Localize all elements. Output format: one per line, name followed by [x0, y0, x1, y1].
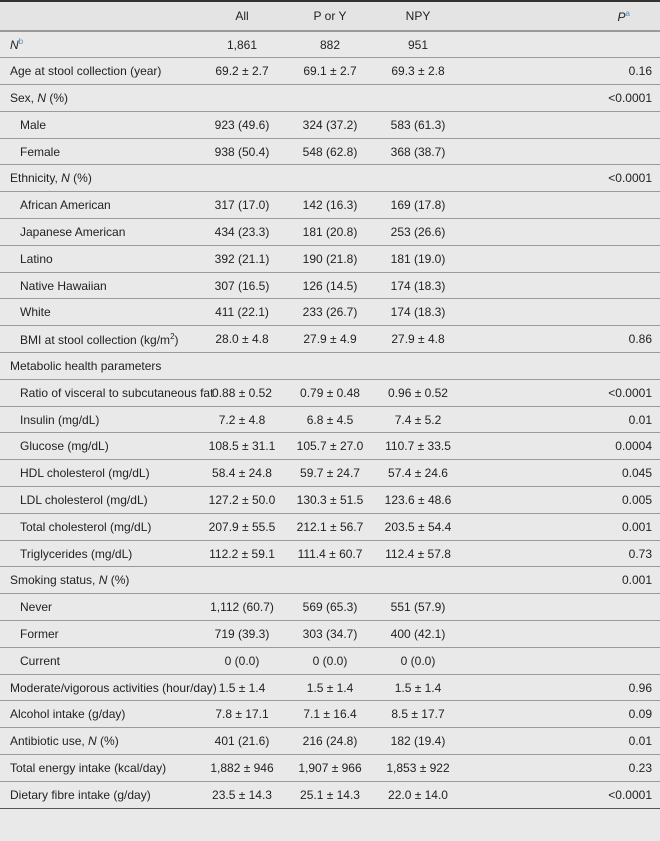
value-p-or-y: 882 — [319, 37, 341, 52]
table-row — [0, 165, 660, 192]
value-all: 1.5 ± 1.4 — [218, 680, 266, 695]
value-all: 7.2 ± 4.8 — [218, 412, 266, 427]
table-row — [0, 701, 660, 728]
value-p-or-y: 181 (20.8) — [302, 224, 358, 239]
p-value: 0.01 — [628, 734, 652, 749]
header-npy: NPY — [405, 9, 431, 23]
value-all: 127.2 ± 50.0 — [208, 492, 276, 507]
row-label: Moderate/vigorous activities (hour/day) — [10, 680, 217, 695]
p-value: 0.045 — [621, 466, 652, 481]
p-value — [462, 299, 660, 326]
header-p-value: P$^a$ — [617, 8, 630, 24]
p-value — [462, 647, 660, 674]
value-all: 392 (21.1) — [214, 251, 270, 266]
value-all: 401 (21.6) — [214, 734, 270, 749]
value-npy: 253 (26.6) — [390, 224, 446, 239]
table-row — [0, 728, 660, 755]
value-all — [198, 567, 286, 594]
row-label: Smoking status, N (%) — [10, 573, 130, 588]
row-label: Current — [20, 653, 61, 668]
header-p-or-y: P or Y — [313, 9, 347, 23]
value-all: 307 (16.5) — [214, 278, 270, 293]
row-label: BMI at stool collection $(kg/m^2)$ — [20, 331, 179, 347]
value-p-or-y: 59.7 ± 24.7 — [300, 466, 360, 481]
value-npy — [374, 567, 462, 594]
row-label: HDL cholesterol (mg/dL) — [20, 466, 150, 481]
table-row — [0, 433, 660, 460]
value-npy: 583 (61.3) — [390, 117, 446, 132]
table-row — [0, 755, 660, 782]
p-value: <0.0001 — [608, 171, 652, 186]
value-p-or-y: 142 (16.3) — [302, 198, 358, 213]
value-npy: 112.4 ± 57.8 — [385, 546, 451, 561]
p-value: 0.0004 — [615, 439, 652, 454]
value-npy: 181 (19.0) — [390, 251, 446, 266]
value-npy: 110.7 ± 33.5 — [385, 439, 451, 454]
value-p-or-y: 126 (14.5) — [302, 278, 358, 293]
p-value: 0.01 — [628, 412, 652, 427]
value-npy: 0.96 ± 0.52 — [388, 385, 448, 400]
value-p-or-y: 569 (65.3) — [302, 600, 358, 615]
value-p-or-y: 7.1 ± 16.4 — [303, 707, 357, 722]
p-value — [462, 192, 660, 219]
row-label: LDL cholesterol (mg/dL) — [20, 492, 148, 507]
row-label: Native Hawaiian — [20, 278, 107, 293]
row-label: Never — [20, 600, 53, 615]
row-label: Triglycerides (mg/dL) — [20, 546, 133, 561]
value-p-or-y — [286, 353, 374, 380]
table-header-row — [0, 1, 660, 31]
row-label: Metabolic health parameters — [10, 358, 162, 373]
value-npy: 203.5 ± 54.4 — [384, 519, 452, 534]
value-npy: 69.3 ± 2.8 — [391, 64, 445, 79]
value-all: 434 (23.3) — [214, 224, 270, 239]
table-row — [0, 353, 660, 380]
row-label: Total energy intake (kcal/day) — [10, 760, 167, 775]
table-row — [0, 138, 660, 165]
value-all: 411 (22.1) — [215, 305, 269, 320]
p-value — [462, 594, 660, 621]
row-label: Age at stool collection (year) — [10, 64, 162, 79]
table-row — [0, 594, 660, 621]
p-value: 0.96 — [628, 680, 652, 695]
value-npy: 0 (0.0) — [400, 653, 436, 668]
value-npy: 182 (19.4) — [390, 734, 446, 749]
value-p-or-y — [286, 165, 374, 192]
value-npy: 8.5 ± 17.7 — [391, 707, 445, 722]
value-npy: 174 (18.3) — [390, 278, 446, 293]
table-row — [0, 219, 660, 246]
table-row — [0, 111, 660, 138]
p-value — [462, 621, 660, 648]
table-row — [0, 781, 660, 808]
value-all: 1,112 (60.7) — [210, 600, 274, 615]
value-p-or-y: 190 (21.8) — [302, 251, 358, 266]
value-npy: 174 (18.3) — [390, 305, 446, 320]
row-label: Dietary fibre intake (g/day) — [10, 787, 151, 802]
row-label: African American — [20, 198, 111, 213]
value-npy: 951 — [407, 37, 429, 52]
row-label: Japanese American — [20, 224, 126, 239]
value-npy — [374, 353, 462, 380]
p-value — [462, 138, 660, 165]
row-label: Antibiotic use, N (%) — [10, 734, 119, 749]
p-value: <0.0001 — [608, 385, 652, 400]
value-p-or-y: 233 (26.7) — [302, 305, 358, 320]
value-all: 317 (17.0) — [214, 198, 270, 213]
value-p-or-y: 1.5 ± 1.4 — [306, 680, 354, 695]
table-row — [0, 513, 660, 540]
row-label: Alcohol intake (g/day) — [10, 707, 126, 722]
p-value: 0.001 — [621, 519, 652, 534]
value-p-or-y: 0.79 ± 0.48 — [300, 385, 360, 400]
p-value: 0.09 — [628, 707, 652, 722]
table-row — [0, 487, 660, 514]
row-label: Total cholesterol (mg/dL) — [20, 519, 152, 534]
value-all: 0.88 ± 0.52 — [212, 385, 272, 400]
value-p-or-y: 105.7 ± 27.0 — [296, 439, 364, 454]
value-all — [198, 353, 286, 380]
p-value — [462, 353, 660, 380]
value-all: 58.4 ± 24.8 — [212, 466, 272, 481]
table-row — [0, 647, 660, 674]
row-label: Female — [20, 144, 61, 159]
table-row — [0, 674, 660, 701]
value-npy: 22.0 ± 14.0 — [388, 787, 448, 802]
value-all: 207.9 ± 55.5 — [208, 519, 276, 534]
p-value — [462, 31, 660, 58]
value-all: 7.8 ± 17.1 — [215, 707, 269, 722]
value-npy: 27.9 ± 4.8 — [391, 332, 445, 347]
row-label: White — [20, 305, 51, 320]
value-npy — [374, 165, 462, 192]
value-all — [198, 85, 286, 112]
value-npy: 400 (42.1) — [390, 626, 446, 641]
value-p-or-y — [286, 567, 374, 594]
value-all: 69.2 ± 2.7 — [215, 64, 269, 79]
table-row — [0, 245, 660, 272]
table-row — [0, 299, 660, 326]
value-npy: 1.5 ± 1.4 — [394, 680, 442, 695]
p-value: <0.0001 — [608, 90, 652, 105]
p-value — [462, 245, 660, 272]
value-all: 112.2 ± 59.1 — [209, 546, 275, 561]
p-value: 0.86 — [628, 332, 652, 347]
value-npy: 123.6 ± 48.6 — [384, 492, 452, 507]
row-label: N$^b$ — [10, 37, 24, 53]
table-row — [0, 567, 660, 594]
row-label: Insulin (mg/dL) — [20, 412, 100, 427]
p-value: 0.16 — [628, 64, 652, 79]
row-label: Glucose (mg/dL) — [20, 439, 109, 454]
value-npy: 169 (17.8) — [390, 198, 446, 213]
value-p-or-y: 324 (37.2) — [302, 117, 358, 132]
row-label: Latino — [20, 251, 53, 266]
value-p-or-y: 0 (0.0) — [312, 653, 348, 668]
header-label — [0, 1, 198, 31]
p-value — [462, 219, 660, 246]
value-p-or-y — [286, 85, 374, 112]
value-npy: 7.4 ± 5.2 — [394, 412, 442, 427]
row-label: Former — [20, 626, 59, 641]
p-value — [462, 111, 660, 138]
value-p-or-y: 6.8 ± 4.5 — [306, 412, 354, 427]
value-all: 719 (39.3) — [214, 626, 270, 641]
value-all: 938 (50.4) — [214, 144, 270, 159]
value-npy: 368 (38.7) — [390, 144, 446, 159]
p-value: 0.73 — [628, 546, 652, 561]
p-value: 0.005 — [621, 492, 652, 507]
p-value: 0.23 — [628, 760, 652, 775]
value-p-or-y: 548 (62.8) — [302, 144, 358, 159]
value-p-or-y: 130.3 ± 51.5 — [296, 492, 364, 507]
value-npy: 57.4 ± 24.6 — [388, 466, 448, 481]
value-npy: 1,853 ± 922 — [386, 760, 450, 775]
value-all — [198, 165, 286, 192]
value-p-or-y: 27.9 ± 4.9 — [303, 332, 357, 347]
value-p-or-y: 1,907 ± 966 — [298, 760, 362, 775]
value-p-or-y: 69.1 ± 2.7 — [303, 64, 357, 79]
table-row — [0, 58, 660, 85]
row-label: Ratio of visceral to subcutaneous fat — [20, 385, 214, 400]
footnote-marker: a — [625, 8, 630, 18]
value-p-or-y: 216 (24.8) — [302, 734, 358, 749]
table-row — [0, 31, 660, 58]
value-p-or-y: 25.1 ± 14.3 — [300, 787, 360, 802]
row-label: Sex, N (%) — [10, 90, 69, 105]
table-row — [0, 272, 660, 299]
value-all: 1,882 ± 946 — [210, 760, 274, 775]
table-row — [0, 621, 660, 648]
header-all: All — [235, 9, 249, 23]
table-row — [0, 85, 660, 112]
table-row — [0, 406, 660, 433]
value-all: 108.5 ± 31.1 — [208, 439, 276, 454]
table-row — [0, 326, 660, 353]
value-all: 923 (49.6) — [214, 117, 270, 132]
table-row — [0, 192, 660, 219]
p-value: <0.0001 — [608, 787, 652, 802]
p-value — [462, 272, 660, 299]
value-npy: 551 (57.9) — [390, 600, 446, 615]
value-all: 28.0 ± 4.8 — [215, 332, 269, 347]
value-npy — [374, 85, 462, 112]
value-p-or-y: 111.4 ± 60.7 — [297, 546, 363, 561]
value-all: 23.5 ± 14.3 — [212, 787, 272, 802]
p-value: 0.001 — [621, 573, 652, 588]
row-label: Ethnicity, N (%) — [10, 171, 92, 186]
table-row — [0, 540, 660, 567]
table-row — [0, 379, 660, 406]
value-p-or-y: 303 (34.7) — [302, 626, 358, 641]
value-all: 0 (0.0) — [224, 653, 260, 668]
value-p-or-y: 212.1 ± 56.7 — [296, 519, 364, 534]
table-row — [0, 460, 660, 487]
row-label: Male — [20, 117, 47, 132]
value-all: 1,861 — [226, 37, 258, 52]
